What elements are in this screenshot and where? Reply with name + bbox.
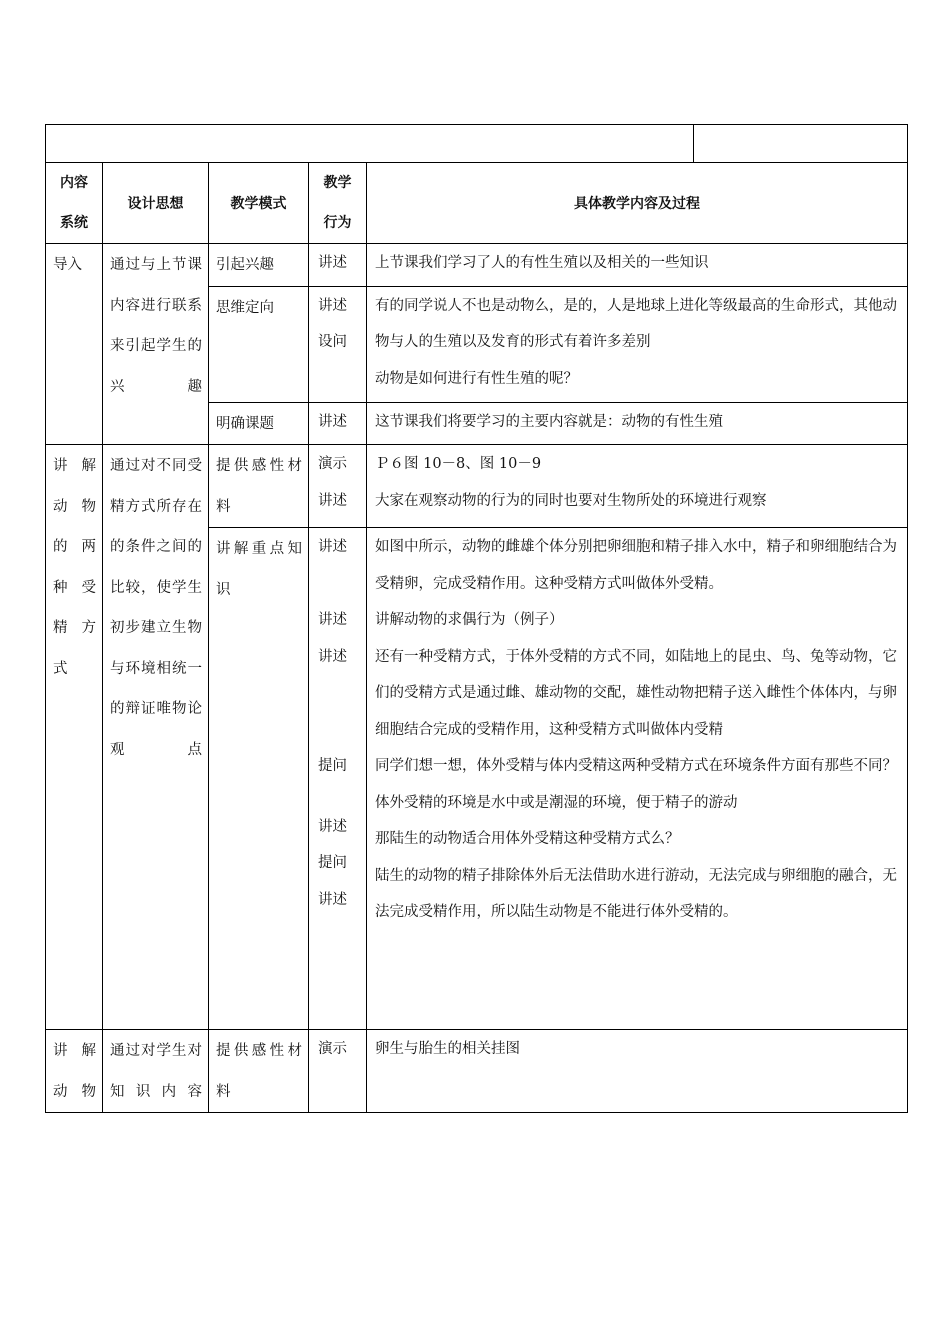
header-teaching-behavior: 教学 行为: [309, 163, 367, 244]
intro-system-cell: 导入: [46, 244, 103, 445]
action-cell: 讲述 讲述 讲述 提问 讲述 提问 讲述: [309, 528, 367, 1030]
table-row: [46, 445, 908, 528]
header-row: [46, 163, 908, 244]
table-row: [46, 1030, 908, 1113]
mode-cell: 明确课题: [209, 402, 309, 445]
action-cell: 讲述: [309, 244, 367, 287]
birth-system-cell: 讲解动物: [46, 1030, 103, 1113]
header-content-system: 内容 系统: [46, 163, 103, 244]
top-blank-cell: [46, 125, 694, 163]
header-design-idea: 设计思想: [103, 163, 209, 244]
lesson-plan-table: [45, 124, 908, 1113]
intro-design-cell: 通过与上节课内容进行联系来引起学生的兴趣: [103, 244, 209, 445]
action-cell: 演示 讲述: [309, 445, 367, 528]
birth-design-cell: 通过对学生对知识内容: [103, 1030, 209, 1113]
fert-design-cell: 通过对不同受精方式所存在的条件之间的比较，使学生初步建立生物与环境相统一的辩证唯物论观点: [103, 445, 209, 1030]
top-right-blank-cell: [694, 125, 908, 163]
mode-cell: 引起兴趣: [209, 244, 309, 287]
action-cell: 演示: [309, 1030, 367, 1113]
content-cell: 上节课我们学习了人的有性生殖以及相关的一些知识: [367, 244, 908, 287]
fert-system-cell: 讲解动物的两种受精方式: [46, 445, 103, 1030]
header-teaching-mode: 教学模式: [209, 163, 309, 244]
content-cell: 有的同学说人不也是动物么，是的，人是地球上进化等级最高的生命形式，其他动物与人的生殖以及发育的形式有着许多差别 动物是如何进行有性生殖的呢？: [367, 286, 908, 402]
table-row: [46, 244, 908, 287]
content-cell: 这节课我们将要学习的主要内容就是：动物的有性生殖: [367, 402, 908, 445]
action-cell: 讲述: [309, 402, 367, 445]
mode-cell: 思维定向: [209, 286, 309, 402]
content-cell: 卵生与胎生的相关挂图: [367, 1030, 908, 1113]
header-content-process: 具体教学内容及过程: [367, 163, 908, 244]
content-cell: Ｐ６图 10－8、图 10－9 大家在观察动物的行为的同时也要对生物所处的环境进行观察: [367, 445, 908, 528]
table-top-row: [46, 125, 908, 163]
mode-cell: 提供感性材料: [209, 445, 309, 528]
action-cell: 讲述 设问: [309, 286, 367, 402]
content-cell: 如图中所示，动物的雌雄个体分别把卵细胞和精子排入水中，精子和卵细胞结合为受精卵，完成受精作用。这种受精方式叫做体外受精。 讲解动物的求偶行为（例子） 还有一种受精方式，于体外受精的方式不同，如陆地上的昆虫、鸟、兔等动物，它们的受精方式是通过雌、雄动物的交配，雄性动物把精子送入雌性个体体内，与卵细胞结合完成的受精作用，这种受精方式叫做体内受精 同学们想一想，体外受精与体内受精这两种受精方式在环境条件方面有那些不同？ 体外受精的环境是水中或是潮湿的环境，便于精子的游动 那陆生的动物适合用体外受精这种受精方式么？ 陆生的动物的精子排除体外后无法借助水进行游动，无法完成与卵细胞的融合，无法完成受精作用，所以陆生动物是不能进行体外受精的。: [367, 528, 908, 1030]
mode-cell: 讲解重点知识: [209, 528, 309, 1030]
mode-cell: 提供感性材料: [209, 1030, 309, 1113]
